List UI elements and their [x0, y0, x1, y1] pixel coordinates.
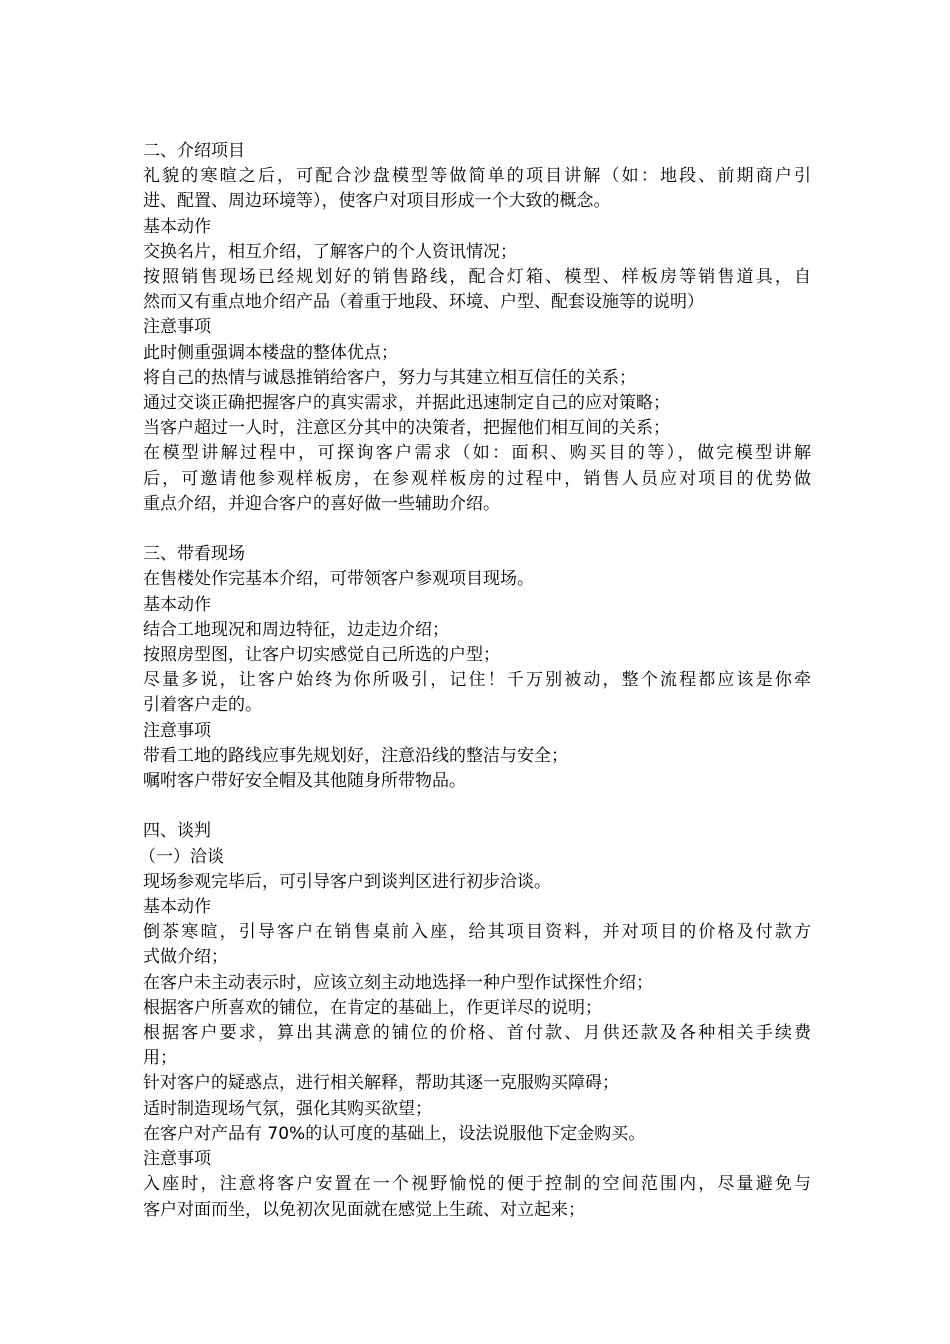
subheading-notes: 注意事项: [143, 317, 211, 338]
list-item: 倒茶寒暄，引导客户在销售桌前入座，给其项目资料，并对项目的价格及付款方: [143, 922, 811, 943]
blank-line: [143, 517, 811, 542]
subheading-notes: 注意事项: [143, 720, 211, 741]
list-item-continued: 然而又有重点地介绍产品（着重于地段、环境、户型、配套设施等的说明）: [143, 292, 704, 313]
subheading-basic-actions: 基本动作: [143, 897, 211, 918]
subheading-basic-actions: 基本动作: [143, 216, 211, 237]
list-item-continued: 重点介绍，并迎合客户的喜好做一些辅助介绍。: [143, 493, 500, 514]
list-item: 按照房型图，让客户切实感觉自己所选的户型；: [143, 645, 500, 666]
list-item: 在客户未主动表示时，应该立刻主动地选择一种户型作试探性介绍；: [143, 972, 653, 993]
document-body: [139, 139, 811, 1223]
subheading-basic-actions: 基本动作: [143, 594, 211, 615]
list-item: 按照销售现场已经规划好的销售路线，配合灯箱、模型、样板房等销售道具，自: [143, 267, 811, 288]
subheading-notes: 注意事项: [143, 1149, 211, 1170]
paragraph-line: 在售楼处作完基本介绍，可带领客户参观项目现场。: [143, 569, 534, 590]
sub-section-heading: （一）洽谈: [139, 846, 224, 867]
list-item: 结合工地现况和周边特征，边走边介绍；: [143, 619, 449, 640]
list-item: 交换名片，相互介绍，了解客户的个人资讯情况；: [143, 241, 517, 262]
list-item: 根据客户要求，算出其满意的铺位的价格、首付款、月供还款及各种相关手续费: [143, 1023, 811, 1044]
blank-line: [143, 794, 811, 819]
paragraph-line: 现场参观完毕后，可引导客户到谈判区进行初步洽谈。: [143, 871, 551, 892]
list-item: 适时制造现场气氛，强化其购买欲望；: [143, 1098, 432, 1119]
list-item: 通过交谈正确把握客户的真实需求，并据此迅速制定自己的应对策略；: [143, 393, 670, 414]
paragraph-line: 礼貌的寒暄之后，可配合沙盘模型等做简单的项目讲解（如：地段、前期商户引: [143, 166, 811, 187]
list-item: 将自己的热情与诚恳推销给客户，努力与其建立相互信任的关系；: [143, 367, 636, 388]
list-item: 根据客户所喜欢的铺位，在肯定的基础上，作更详尽的说明；: [143, 997, 602, 1018]
list-item: 在模型讲解过程中，可探询客户需求（如：面积、购买目的等），做完模型讲解: [143, 443, 811, 464]
list-item-continued: 式做介绍；: [143, 947, 228, 968]
list-item: 当客户超过一人时，注意区分其中的决策者，把握他们相互间的关系；: [143, 418, 670, 439]
list-item-continued: 客户对面而坐，以免初次见面就在感觉上生疏、对立起来；: [143, 1199, 585, 1220]
list-item: 嘱咐客户带好安全帽及其他随身所带物品。: [143, 771, 466, 792]
list-item-continued: 引着客户走的。: [143, 695, 262, 716]
list-item: 此时侧重强调本楼盘的整体优点；: [143, 342, 398, 363]
list-item-continued: 后，可邀请他参观样板房，在参观样板房的过程中，销售人员应对项目的优势做: [143, 468, 811, 489]
list-item: 针对客户的疑惑点，进行相关解释，帮助其逐一克服购买障碍；: [143, 1073, 619, 1094]
list-item: 入座时，注意将客户安置在一个视野愉悦的便于控制的空间范围内，尽量避免与: [143, 1174, 811, 1195]
paragraph-line: 进、配置、周边环境等），使客户对项目形成一个大致的概念。: [143, 191, 611, 212]
list-item: 尽量多说，让客户始终为你所吸引，记住！千万别被动，整个流程都应该是你牵: [143, 670, 811, 691]
list-item: 在客户对产品有 70%的认可度的基础上，设法说服他下定金购买。: [143, 1123, 646, 1144]
list-item-continued: 用；: [143, 1048, 177, 1069]
section-heading: 二、介绍项目: [143, 141, 245, 161]
list-item: 带看工地的路线应事先规划好，注意沿线的整洁与安全；: [143, 745, 568, 766]
section-heading: 三、带看现场: [143, 544, 245, 565]
section-heading: 四、谈判: [143, 821, 211, 842]
